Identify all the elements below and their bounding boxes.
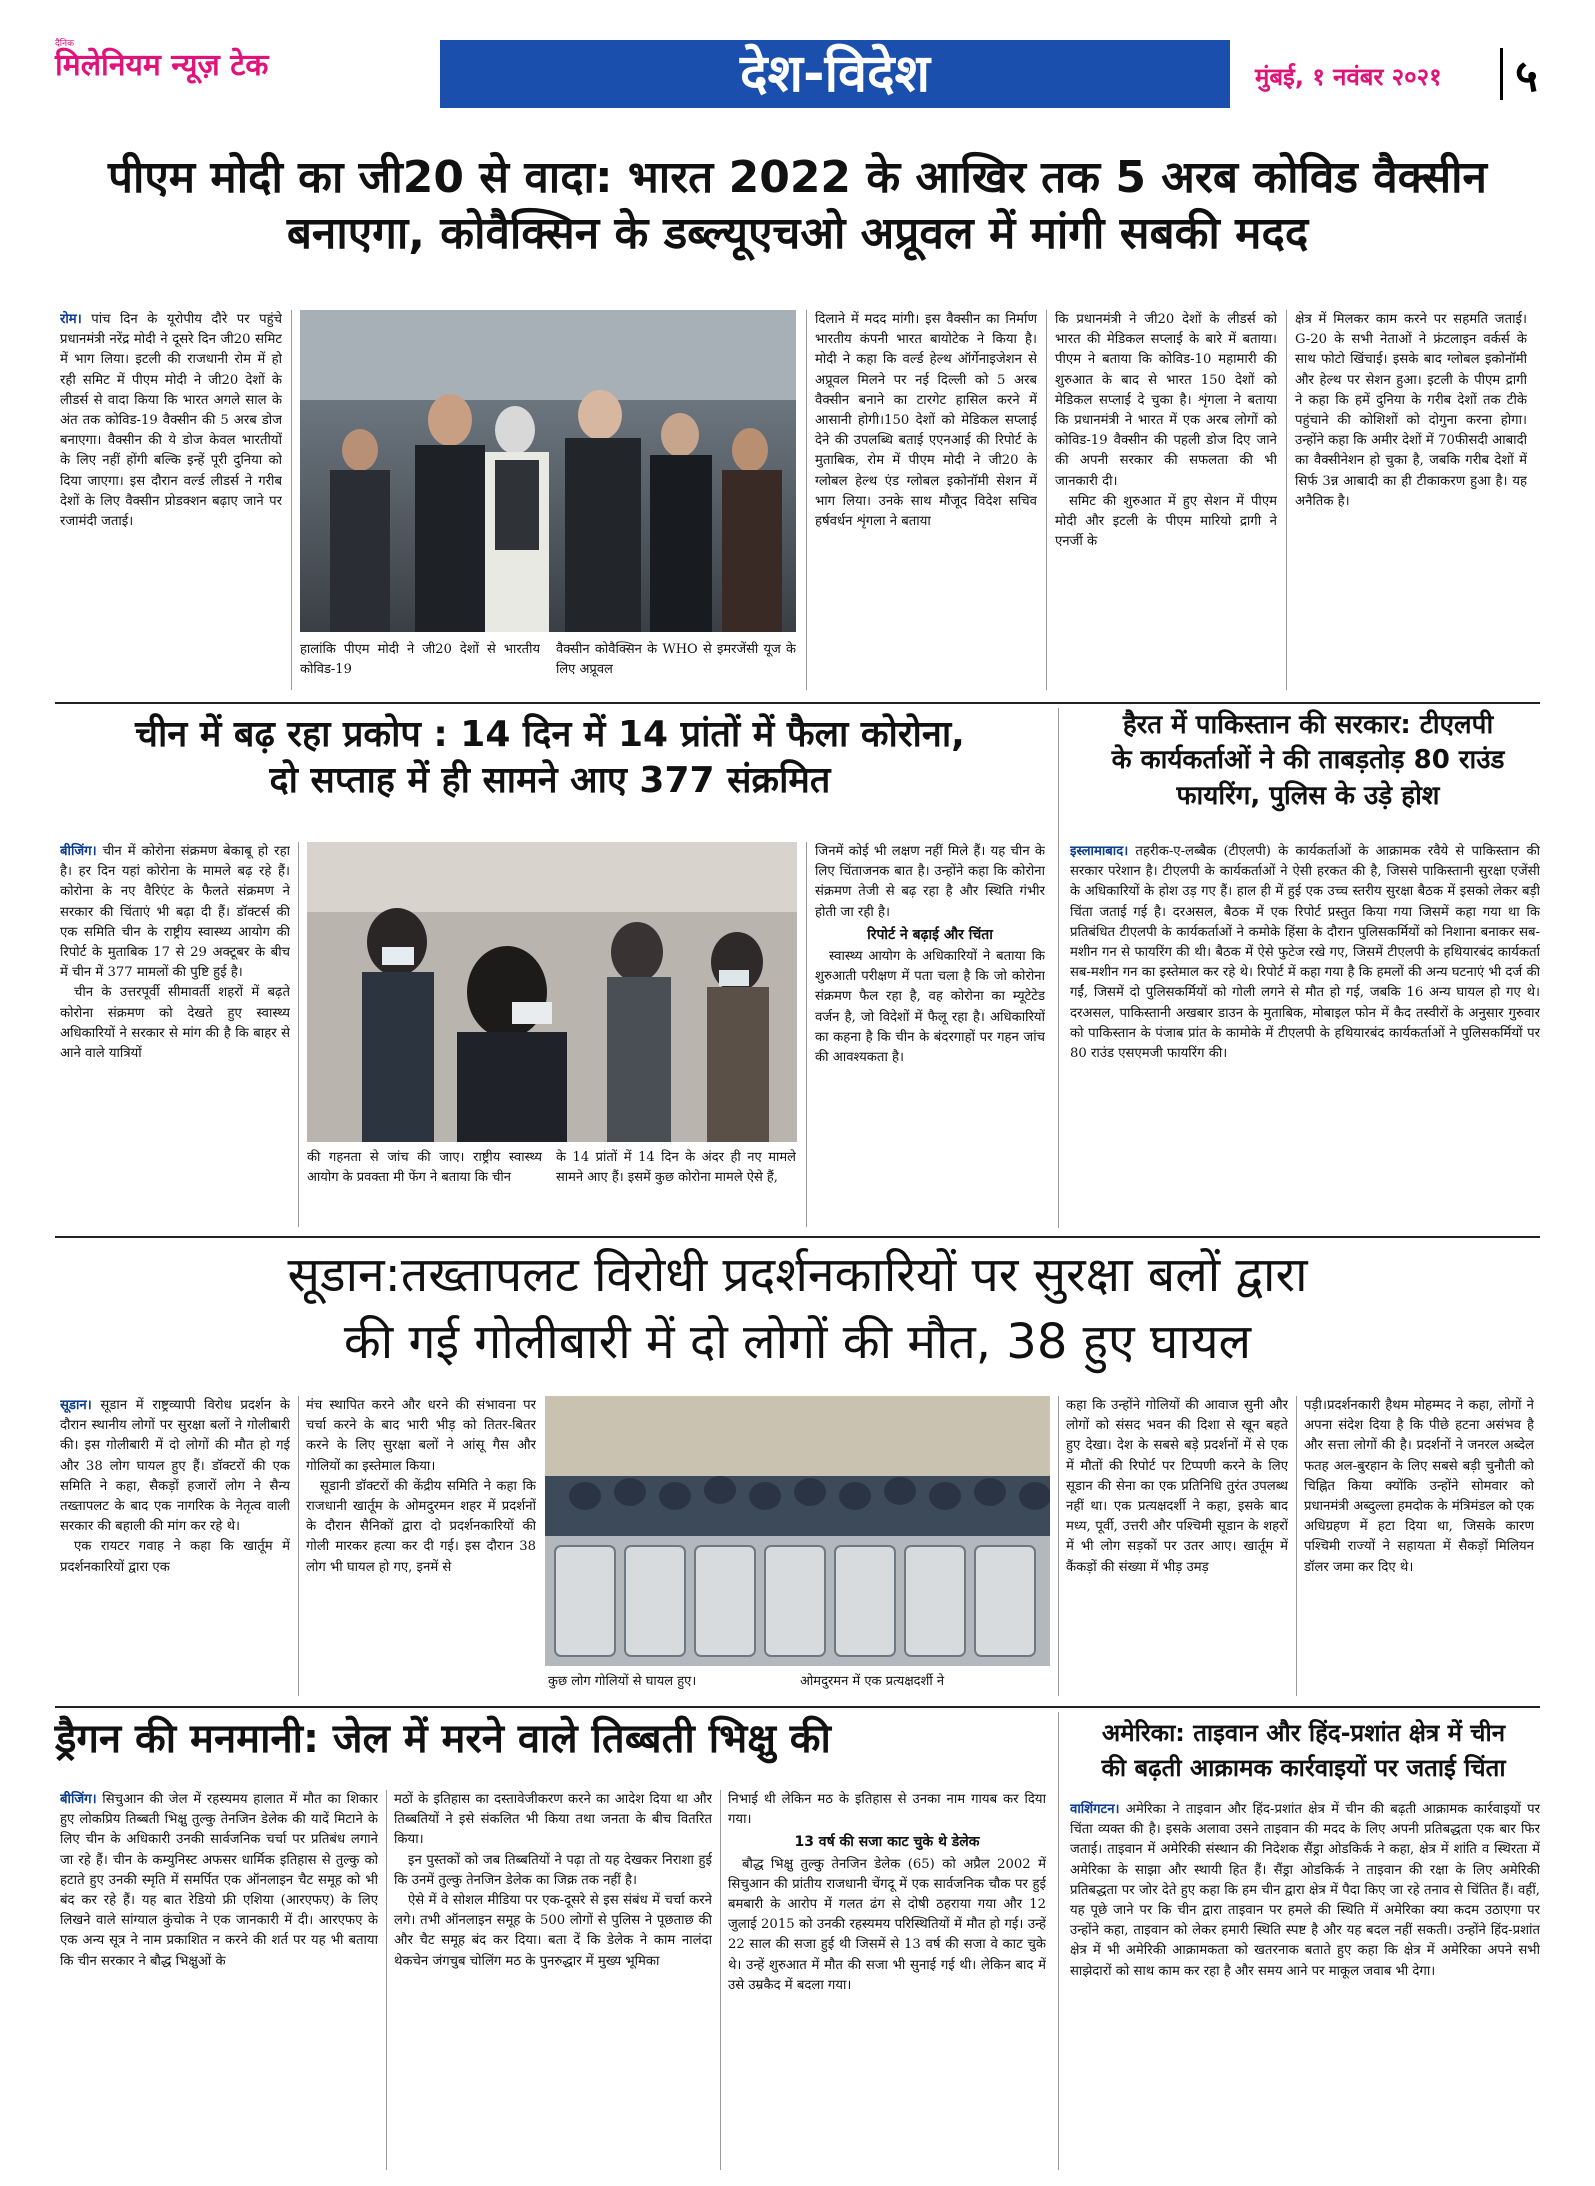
story2-subhead: रिपोर्ट ने बढ़ाई और चिंता [867, 926, 993, 943]
brand-tagline: दैनिक [55, 39, 75, 49]
story1-dateline: रोम। [60, 312, 82, 327]
story1-headline-line2: बनाएगा, कोवैक्सिन के डब्ल्यूएचओ अप्रूवल में मांगी सबकी मदद [286, 208, 1309, 260]
story4-photo [545, 1396, 1050, 1666]
story6-text: अमेरिका ने ताइवान और हिंद-प्रशांत क्षेत्र में चीन की बढ़ती आक्रामक कार्रवाइयों पर चिंता व्यक्त की है। इसके अलावा उसने ताइवान की मदद के लिए अपनी प्रतिबद्धता एक बार फिर जताई। ताइवान में अमेरिकी संस्थान की निदेशक सैंड्रा ओडकिर्क ने कहा, क्षेत्र में शांति व स्थिरता में अमेरिका के साझा और स्थायी हित हैं। सैंड्रा ओडकिर्क ने ताइवान की रक्षा के लिए अमेरिकी प्रतिबद्धता पर जोर देते हुए कहा कि हम चीन द्वारा क्षेत्र में पैदा किए जा रहे तनाव से चिंतित हैं। वहीं, यह पूछे जाने पर कि चीन द्वारा ताइवान पर हमले की स्थिति में अमेरिका क्या कदम उठाएगा पर उन्होंने कहा, ताइवान को लेकर हमारी स्थिति स्पष्ट है और यह बदल नहीं सकती। उन्होंने हिंद-प्रशांत क्षेत्र में भी अमेरिकी आक्रामकता को खतरनाक बताते हुए कहा कि क्षेत्र में अमेरिका अपने सभी साझेदारों को साथ काम कर रहा है और समय आने पर माकूल जवाब भी देगा। [1070, 1802, 1540, 1979]
story4-column-1 [60, 1396, 290, 1701]
story6-headline-line1: अमेरिका: ताइवान और हिंद-प्रशांत क्षेत्र में चीन [1101, 1719, 1506, 1747]
story1-column-5: क्षेत्र में मिलकर काम करने पर सहमति जताई। G-20 के सभी नेताओं ने फ्रंटलाइन वर्कर्स के साथ फोटो खिंचाई। इसके बाद ग्लोबल इकोनॉमी और हेल्थ पर सेशन हुआ। इटली के पीएम द्रागी ने कहा कि हमें दुनिया के गरीब देशों तक टीके पहुंचाने की कोशिशों को दोगुना करना होगा। उन्होंने कहा कि अमीर देशों में 70फीसदी आबादी का वैक्सीनेशन हो चुका है, जबकि गरीब देशों में सिर्फ 3न्न आबादी का ही टीकाकरण हुआ है। यह अनैतिक है। [1295, 312, 1527, 509]
story5-dateline: बीजिंग। [60, 1792, 97, 1807]
g20-leaders-photo [300, 310, 796, 632]
story4-text-col1b: एक रायटर गवाह ने कहा कि खार्तूम में प्रदर्शनकारियों द्वारा एक [60, 1539, 290, 1575]
story4-headline [30, 1242, 1565, 1376]
newspaper-logo [55, 40, 268, 82]
story4-text-col1: सूडान में राष्ट्रव्यापी विरोध प्रदर्शन के दौरान स्थानीय लोगों पर सुरक्षा बलों ने गोलीबारी की। इस गोलीबारी में दो लोगों की मौत हो गई और 38 लोग घायल हुए हैं। डॉक्टरों की एक समिति ने कहा, सैकड़ों हजारों लोग ने सैन्य तख्तापलट के बाद एक नागरिक के नेतृत्व वाली सरकार की बहाली की मांग कर रहे थे। [60, 1398, 290, 1535]
story5-column-1 [60, 1790, 378, 2170]
story5-text-col3a: निभाई थी लेकिन मठ के इतिहास से उनका नाम गायब कर दिया गया। [728, 1792, 1046, 1828]
story2-dateline: बीजिंग। [60, 844, 97, 859]
story4-caption-left: कुछ लोग गोलियों से घायल हुए। [548, 1674, 697, 1689]
story1-headline [30, 150, 1565, 263]
story4-headline-line2: की गई गोलीबारी में दो लोगों की मौत, 38 हुए घायल [343, 1314, 1252, 1371]
story4-text-col2: मंच स्थापित करने और धरने की संभावना पर चर्चा करने के बाद भारी भीड़ को तितर-बितर करने के लिए सुरक्षा बलों ने आंसू गैस और गोलियों का इस्तेमाल किया। [306, 1398, 536, 1474]
story5-text-col2b: इन पुस्तकों को जब तिब्बतियों ने पढ़ा तो यह देखकर निराशा हुई कि उनमें तुल्कु तेनजिन डेलेक का जिक्र तक नहीं है। [394, 1852, 712, 1888]
story5-column-2 [394, 1790, 712, 2170]
story5-text-col3b: बौद्ध भिक्षु तुल्कु तेनजिन डेलेक (65) को अप्रैल 2002 में सिचुआन की प्रांतीय राजधानी चेंगदू में एक सार्वजनिक चौक पर हुई बमबारी के आरोप में गलत ढंग से दोषी ठहराया गया और 12 जुलाई 2015 को उनकी रहस्यमय परिस्थितियों में मौत हो गई। उन्हें 22 साल की सजा हुई थी जिसमें से 13 वर्ष की सजा वे काट चुके थे। उन्हें शुरुआत में मौत की सजा भी सुनाई गई थी। लेकिन बाद में उसे उम्रकैद में बदला गया। [728, 1856, 1046, 1993]
dateline: मुंबई, १ नवंबर २०२१ [1255, 63, 1442, 91]
story5-column-3 [728, 1790, 1046, 2170]
story2-text-col3a: जिनमें कोई भी लक्षण नहीं मिले हैं। यह चीन के लिए चिंताजनक बात है। उन्होंने कहा कि कोरोना संक्रमण तेजी से बढ़ रहा है और स्थिति गंभीर होती जा रही है। [815, 844, 1045, 920]
security-forces-photo [545, 1396, 1050, 1666]
story3-headline-line3: फायरिंग, पुलिस के उड़े होश [1176, 780, 1440, 811]
story3-text: तहरीक-ए-लब्बैक (टीएलपी) के कार्यकर्ताओं के आक्रामक रवैये से पाकिस्तान की सरकार परेशान है। टीएलपी के कार्यकर्ताओं ने ऐसी हरकत की है, जिससे पाकिस्तानी सुरक्षा एजेंसी के अधिकारियों के होश उड़ गए हैं। हाल ही में हुई एक उच्च स्तरीय सुरक्षा बैठक में इसको लेकर बड़ी चिंता जताई गई है। दरअसल, बैठक में एक रिपोर्ट प्रस्तुत किया गया जिसमें कहा गया था कि प्रतिबंधित टीएलपी के कार्यकर्ताओं ने कमोके हिंसा के दौरान पुलिसकर्मियों को निशाना बनाकर सब-मशीन गन से फायरिंग की थी। बैठक में ऐसे फुटेज रखे गए, जिसमें टीएलपी के हथियारबंद कार्यकर्ता सब-मशीन गन का इस्तेमाल कर रहे थे। रिपोर्ट में कहा गया है कि हमलों की अन्य घटनाएं भी दर्ज की गईं, जिसमें दो पुलिसकर्मियों को गोली लगने से मौत हो गई, जबकि 16 अन्य घायल हो गए थे। दरअसल, पाकिस्तानी अखबार डाउन के मुताबिक, मोबाइल फोन में कैद तस्वीरों के अनुसार गुरुवार को पाकिस्तान के पंजाब प्रांत के कामोके में टीएलपी के हथियारबंद कार्यकर्ताओं ने पुलिसकर्मियों पर 80 राउंड एसएमजी फायरिंग की। [1070, 844, 1540, 1062]
story6-body [1070, 1800, 1540, 2170]
brand-name: मिलेनियम न्यूज़ टेक [55, 48, 269, 83]
story5-subhead: 13 वर्ष की सजा काट चुके थे डेलेक [794, 1834, 980, 1851]
masked-travelers-photo [307, 842, 797, 1142]
story1-caption-left: हालांकि पीएम मोदी ने जी20 देशों से भारतीय कोविड-19 [300, 642, 540, 677]
story1-photo [300, 310, 796, 632]
story5-text-col1: सिचुआन की जेल में रहस्यमय हालात में मौत का शिकार हुए लोकप्रिय तिब्बती भिक्षु तुल्कु तेनजिन डेलेक की यादें मिटाने के लिए चीन के अधिकारी उनकी सार्वजनिक चर्चा पर प्रतिबंध लगाने जा रहे हैं। चीन के कम्युनिस्ट अफसर धार्मिक इतिहास से तुल्कु को हटाते हुए उनकी स्मृति में समर्पित एक ऑनलाइन चैट समूह को भी बंद कर रहे हैं। यह बात रेडियो फ्री एशिया (आरएफए) के लिए लिखने वाले सांग्याल कुंचोक ने एक जानकारी में दी। आरएफए के एक अन्य सूत्र ने नाम प्रकाशित न करने की शर्त पर यह भी बताया कि चीन सरकार ने बौद्ध भिक्षुओं के [60, 1792, 378, 1969]
story3-body [1070, 842, 1540, 1230]
story2-caption-left: की गहनता से जांच की जाए। राष्ट्रीय स्वास्थ्य आयोग के प्रवक्ता मी फेंग ने बताया कि चीन [307, 1150, 542, 1185]
story3-headline-line2: के कार्यकर्ताओं ने की ताबड़तोड़ 80 राउंड [1111, 745, 1505, 776]
story3-headline-line1: हैरत में पाकिस्तान की सरकार: टीएलपी [1122, 710, 1494, 740]
story1-text-col1: पांच दिन के यूरोपीय दौरे पर पहुंचे प्रधानमंत्री नरेंद्र मोदी ने दूसरे दिन जी20 समिट में भाग लिया। इटली की राजधानी रोम में हो रही समिट में पीएम मोदी ने जी20 देशों के लीडर्स से वादा किया कि भारत अगले साल के अंत तक कोविड-19 वैक्सीन की 5 अरब डोज बनाएगा। वैक्सीन की ये डोज केवल भारतीयों के लिए नहीं होंगी बल्कि इन्हें पूरी दुनिया को दिया जाएगा। इस दौरान वर्ल्ड लीडर्स ने गरीब देशों के लिए वैक्सीन प्रोडक्शन बढ़ाए जाने पर रजामंदी जताई। [60, 312, 282, 530]
story1-column-1 [60, 310, 282, 695]
story1-text-col4: कि प्रधानमंत्री ने जी20 देशों के लीडर्स को भारत की मेडिकल सप्लाई के बारे में बताया। पीएम ने बताया कि कोविड-10 महामारी की शुरुआत के बाद से भारत 150 देशों को मेडिकल सप्लाई दे चुका है। शृंगला ने बताया कि प्रधानमंत्री ने भारत में एक अरब लोगों को कोविड-19 वैक्सीन की पहली डोज दिए जाने की अपनी सरकार की सफलता की भी जानकारी दी। [1055, 312, 1277, 489]
story3-headline [1068, 708, 1548, 814]
story1-text-col4b: समिट की शुरुआत में हुए सेशन में पीएम मोदी और इटली के पीएम मारियो द्रागी ने एनर्जी के [1055, 493, 1277, 550]
masthead [55, 39, 1585, 104]
story2-text-col3b: स्वास्थ्य आयोग के अधिकारियों ने बताया कि शुरुआती परीक्षण में पता चला है कि जो कोरोना संक्रमण फैल रहा है, वह कोरोना का म्यूटेटेड वर्जन है, जो विदेशों में फैलू रहा है। अधिकारियों का कहना है कि चीन के बंदरगाहों पर गहन जांच की आवश्यकता है। [815, 949, 1045, 1066]
story2-caption-right: के 14 प्रांतों में 14 दिन के अंदर ही नए मामले सामने आए हैं। इसमें कुछ कोरोना मामले ऐसे हैं, [556, 1150, 796, 1185]
story1-caption-right: वैक्सीन कोवैक्सिन के WHO से इमरजेंसी यूज के लिए अप्रूवल [556, 642, 796, 677]
story2-column-1 [60, 842, 290, 1230]
story1-column-3: दिलाने में मदद मांगी। इस वैक्सीन का निर्माण भारतीय कंपनी भारत बायोटेक ने किया है। मोदी ने कहा कि वर्ल्ड हेल्थ ऑर्गेनाइजेशन से अप्रूवल मिलने पर नई दिल्ली को 5 अरब वैक्सीन बनाने का टारगेट हासिल करने में आसानी होगी।150 देशों को मेडिकल सप्लाई देने की उपलब्धि बताई एएनआई की रिपोर्ट के मुताबिक, रोम में पीएम मोदी ने जी20 के ग्लोबल हेल्थ एंड ग्लोबल इकोनॉमी सेशन में भाग लिया। उनके साथ मौजूद विदेश सचिव हर्षवर्धन शृंगला ने बताया [815, 312, 1037, 530]
story6-dateline: वाशिंगटन। [1070, 1802, 1120, 1817]
story3-dateline: इस्लामाबाद। [1070, 844, 1129, 859]
story1-column-4 [1055, 310, 1277, 695]
story2-headline [50, 712, 1050, 804]
story5-text-col2c: ऐसे में वे सोशल मीडिया पर एक-दूसरे से इस संबंध में चर्चा करने लगे। तभी ऑनलाइन समूह के 500 लोगों से पुलिस ने पूछताछ की और चैट समूह बंद कर दिया। बता दें कि डेलेक ने काम नालंदा थेकचेन जंगचुब चोलिंग मठ के पुनरुद्धार में मुख्य भूमिका [394, 1893, 712, 1969]
story4-column-2 [306, 1396, 536, 1701]
story1-headline-line1: पीएम मोदी का जी20 से वादा: भारत 2022 के आखिर तक 5 अरब कोविड वैक्सीन [108, 152, 1487, 203]
page-number: ५ [1515, 51, 1538, 102]
story2-column-3 [815, 842, 1045, 1230]
story4-text-col2b: सूडानी डॉक्टरों की केंद्रीय समिति ने कहा कि राजधानी खार्तूम के ओमदुरमन शहर में प्रदर्शनों के दौरान सैनिकों द्वारा दो प्रदर्शनकारियों की गोली मारकर हत्या कर दी गई। इस दौरान 38 लोग भी घायल हो गए, इनमें से [306, 1478, 536, 1575]
story4-caption-right: ओमदुरमन में एक प्रत्यक्षदर्शी ने [800, 1674, 945, 1689]
story5-text-col2: मठों के इतिहास का दस्तावेजीकरण करने का आदेश दिया था और तिब्बतियों ने इसे संकलित भी किया तथा जनता के बीच वितरित किया। [394, 1792, 712, 1848]
story4-column-4: कहा कि उन्होंने गोलियों की आवाज सुनी और लोगों को संसद भवन की दिशा से खून बहते हुए देखा। देश के सबसे बड़े प्रदर्शनों में से एक में मौतों की रिपोर्ट पर टिप्पणी करने के लिए सूडान की सेना का एक प्रतिनिधि तुरंत उपलब्ध नहीं था। एक प्रत्यक्षदर्शी ने कहा, इसके बाद मध्य, पूर्वी, उत्तरी और पश्चिमी सूडान के शहरों में भी लोग सड़कों पर उतर आए। खार्तूम में कैंकड़ों की संख्या में भीड़ उमड़ [1066, 1398, 1288, 1575]
story6-headline [1066, 1716, 1541, 1786]
story4-dateline: सूडान। [60, 1398, 92, 1413]
story4-column-5: पड़ी।प्रदर्शनकारी हैथम मोहम्मद ने कहा, लोगों ने अपना संदेश दिया है कि पीछे हटना असंभव है और सत्ता लोगों की है। प्रदर्शनों ने जनरल अब्देल फतह अल-बुरहान के लिए सबसे बड़ी चुनौती को चिह्नित किया क्योंकि उन्होंने सोमवार को प्रधानमंत्री अब्दुल्ला हमदोक के मंत्रिमंडल को एक अधिग्रहण में हटा दिया था, जिसके कारण पश्चिमी राज्यों ने सहायता में सैकड़ों मिलियन डॉलर जमा कर दिए थे। [1304, 1398, 1534, 1575]
story2-photo [307, 842, 797, 1142]
section-banner: देश-विदेश [440, 40, 1230, 108]
page-number-divider [1500, 48, 1503, 100]
story2-text-col1b: चीन के उत्तरपूर्वी सीमावर्ती शहरों में बढ़ते कोरोना संक्रमण को देखते हुए स्वास्थ्य अधिकारियों ने सरकार से मांग की है कि बाहर से आने वाले यात्रियों [60, 985, 290, 1062]
story2-headline-line1: चीन में बढ़ रहा प्रकोप : 14 दिन में 14 प्रांतों में फैला कोरोना, [135, 714, 965, 755]
story4-headline-line1: सूडान:तख्तापलट विरोधी प्रदर्शनकारियों पर सुरक्षा बलों द्वारा [287, 1247, 1308, 1303]
story6-headline-line2: की बढ़ती आक्रामक कार्रवाइयों पर जताई चिंता [1101, 1753, 1506, 1782]
story2-text-col1a: चीन में कोरोना संक्रमण बेकाबू हो रहा है। हर दिन यहां कोरोना के मामले बढ़ रहे हैं। कोरोना के नए वैरिएंट के फैलते संक्रमण ने सरकार की चिंताएं भी बढ़ा दी हैं। डॉक्टर्स की एक समिति चीन के राष्ट्रीय स्वास्थ्य आयोग की रिपोर्ट के मुताबिक 17 से 29 अक्टूबर के बीच में चीन में 377 मामलों की पुष्टि हुई है। [60, 844, 290, 981]
story2-headline-line2: दो सप्ताह में ही सामने आए 377 संक्रमित [269, 760, 831, 802]
story5-headline: ड्रैगन की मनमानी: जेल में मरने वाले तिब्बती भिक्षु की [55, 1716, 831, 1762]
